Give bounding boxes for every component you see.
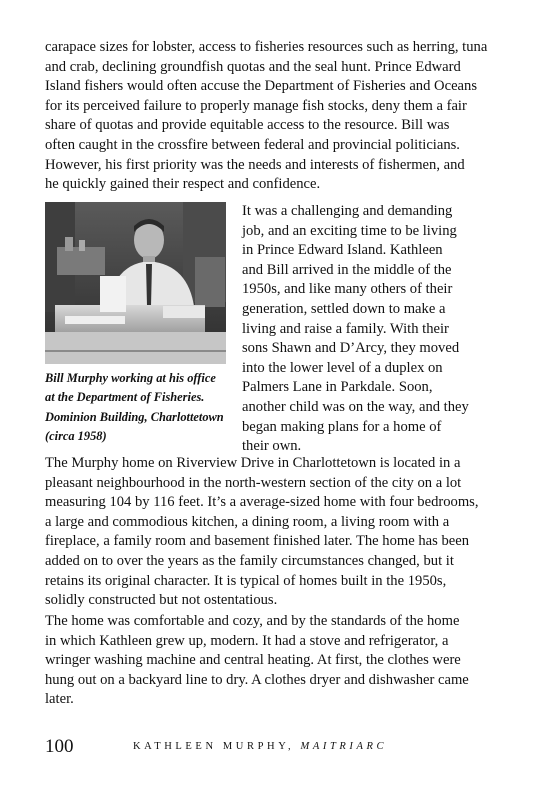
text-line: The home was comfortable and cozy, and by the standards of the home (45, 613, 460, 629)
text-line: and crab, declining groundfish quotas and the seal hunt. Prince Edward (45, 58, 461, 75)
text-line: solidly constructed but not ostentatious. (45, 592, 278, 609)
running-head (133, 741, 387, 752)
text-line: in which Kathleen grew up, modern. It had a stove and refrigerator, a (45, 632, 449, 649)
text-line: Palmers Lane in Parkdale. Soon, (242, 379, 433, 396)
text-line: their own. (242, 438, 302, 455)
page-footer (45, 736, 495, 760)
text-line: The Murphy home on Riverview Drive in Charlottetown is located in a (45, 455, 461, 471)
text-line: fireplace, a family room and basement finished later. The home has been (45, 533, 470, 550)
text-line: Island fishers would often accuse the Department of Fisheries and Oceans (45, 78, 477, 95)
office-photo (45, 202, 226, 364)
running-head-title: MAITRIARC (300, 741, 388, 752)
text-line: hung out on a backyard line to dry. A clothes dryer and dishwasher came (45, 671, 469, 688)
text-line: wringer washing machine and central heating. At first, the clothes were (45, 652, 461, 669)
text-line: It was a challenging and demanding (242, 203, 453, 219)
text-line: carapace sizes for lobster, access to fisheries resources such as herring, tuna (45, 39, 488, 55)
paragraph-riverview-home (45, 454, 495, 611)
text-line: share of quotas and provide equitable access to the resource. Bill was (45, 117, 450, 134)
text-line: living and raise a family. With their (242, 320, 449, 337)
caption-line: (circa 1958) (45, 429, 107, 444)
text-line: pleasant neighbourhood in the north-western section of the city on a lot (45, 474, 462, 491)
caption-line: Dominion Building, Charlottetown (45, 409, 224, 424)
page-number: 100 (45, 736, 74, 757)
caption-line: at the Department of Fisheries. (45, 390, 205, 405)
text-line: measuring 104 by 116 feet. It’s a average-sized home with four bedrooms, (45, 494, 479, 511)
text-line: However, his first priority was the needs and interests of fishermen, and (45, 156, 465, 173)
text-line: a large and commodious kitchen, a dining room, a living room with a (45, 513, 450, 530)
paragraph-home-comforts (45, 612, 495, 710)
text-line: he quickly gained their respect and confidence. (45, 176, 321, 193)
text-line: 1950s, and like many others of their (242, 281, 453, 298)
paragraph-fisheries-duties (45, 38, 495, 195)
text-line: into the lower level of a duplex on (242, 359, 443, 376)
text-line: retains its original character. It is typical of homes built in the 1950s, (45, 572, 447, 589)
photo-caption (45, 369, 235, 447)
text-line: job, and an exciting time to be living (242, 222, 457, 239)
text-line: sons Shawn and D’Arcy, they moved (242, 340, 460, 357)
text-line: generation, settled down to make a (242, 300, 446, 317)
text-line: later. (45, 691, 74, 708)
text-line: often caught in the crossfire between federal and provincial politicians. (45, 136, 460, 153)
text-line: in Prince Edward Island. Kathleen (242, 242, 443, 259)
text-line: and Bill arrived in the middle of the (242, 261, 452, 278)
text-line: another child was on the way, and they (242, 398, 469, 415)
running-head-author: KATHLEEN MURPHY, (133, 741, 295, 752)
text-line: added on to over the years as the family circumstances changed, but it (45, 552, 454, 569)
text-line: for its perceived failure to properly manage fish stocks, deny them a fair (45, 97, 467, 114)
text-line: began making plans for a home of (242, 418, 442, 435)
caption-line: Bill Murphy working at his office (45, 371, 216, 385)
paragraph-pei-arrival (242, 202, 512, 457)
